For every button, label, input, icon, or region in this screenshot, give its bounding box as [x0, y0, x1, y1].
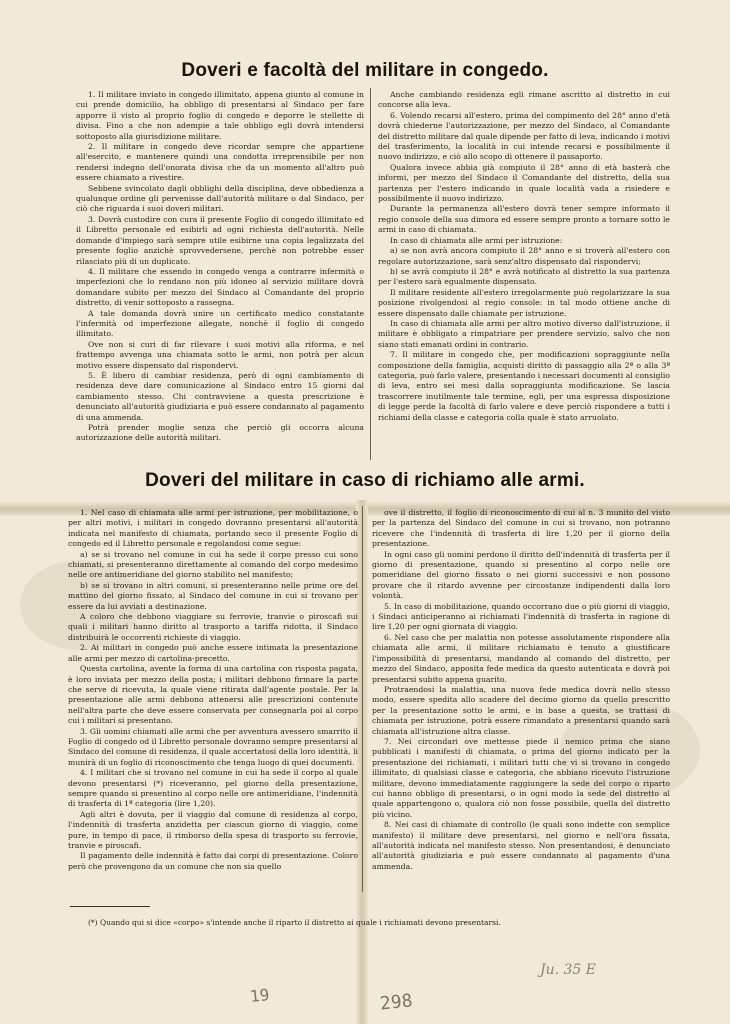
paragraph: Agli altri è dovuta, per il viaggio dal comune di residenza al corpo, l'indennità di trasferta anzidetta per ciascun giorno di viaggio, come pure, in tempo di pace, il rimborso della spesa di trasporto su ferrovie, tranvie e piroscafi. — [68, 809, 358, 850]
paragraph: 2. Ai militari in congedo può anche essere intimata la presentazione alle armi per mezzo di cartolina-precetto. — [68, 643, 358, 663]
paragraph: In caso di chiamata alle armi per istruzione: — [390, 235, 563, 245]
footnote: (*) Quando qui si dice «corpo» s'intende anche il riparto il distretto ai quale i richiamati devono presentarsi. — [88, 918, 501, 927]
paragraph: In ogni caso gli uomini perdono il diritto dell'indennità di trasferta per il giorno di presentazione, quando si presentino al corpo nelle ore pomeridiane del giorno fissato o nei giorni successivi e non possono provare che il ritardo avvenne per circostanze indipendenti dalla loro volontà. — [372, 549, 670, 601]
paragraph: 5. È libero di cambiar residenza, però di ogni cambiamento di residenza deve dare comunicazione al Sindaco entro 15 giorni dal cambiamento stesso. Chi contravviene a questa prescrizione è denunciato all'autorità giudiziaria e può essere condannato al pagamento di una ammenda. — [76, 370, 364, 422]
paragraph: a) se si trovano nel comune in cui ha sede il corpo presso cui sono chiamati, si presenteranno direttamente al comando del corpo medesimo nelle ore antimeridiane del giorno stabilito nel manifesto; — [68, 549, 358, 580]
paragraph: 7. Il militare in congedo che, per modificazioni sopraggiunte nella composizione della famiglia, acquisti diritto di passaggio alla 2ª o alla 3ª categoria, può farlo valere, presentando i necessari documenti al consiglio di leva, entro sei mesi dalla sopraggiunta modificazione. Se lascia trascorrere inutilmente tale termine, egli, per una espressa disposizione di legge perde la facoltà di farlo valere e deve perciò rispondere a tutti i richiami della classe e categoria colla quale è stato arruolato. — [378, 350, 670, 422]
section1-title: Doveri e facoltà del militare in congedo. — [181, 60, 549, 81]
paragraph: 3. Dovrà custodire con cura il presente Foglio di congedo illimitato ed il Libretto personale ed esibirli ad ogni richiesta dell'autorità. Nelle domande d'impiego sarà sempre utile esibirne una copia legalizzata del presente foglio anzichè sprovvedersene, perchè non potrebbe esser rilasciato più di un duplicato. — [76, 214, 364, 266]
paragraph: Sebbene svincolato dagli obblighi della disciplina, deve obbedienza a qualunque ordine gli pervenisse dall'autorità militare o dal Sindaco, per ciò che riguarda i suoi doveri militari. — [76, 183, 364, 214]
section2-left-column — [68, 508, 358, 896]
paragraph: Il pagamento delle indennità è fatto dai corpi di presentazione. Coloro però che provengono da un comune che non sia quello — [68, 851, 358, 871]
section2-title: Doveri del militare in caso di richiamo alle armi. — [145, 470, 585, 491]
paragraph: ove il distretto, il foglio di riconoscimento di cui al n. 3 munito del visto per la partenza del Sindaco del comune in cui si trovano, non potranno ricevere che l'indennità di trasferta di lire 1,20 per il giorno della presentazione. — [372, 508, 670, 549]
paragraph: Potrà prender moglie senza che perciò gli occorra alcuna autorizzazione delle autorità militari. — [76, 423, 364, 443]
paragraph: 1. Il militare inviato in congedo illimitato, appena giunto al comune in cui prende domicilio, ha obbligo di presentarsi al Sindaco per fare apporre il visto al proprio foglio di congedo e deporre le stellette di divisa. Fino a che non adempie a tale obbligo egli dovrà intendersi sottoposto alla giurisdizione militare. — [76, 90, 364, 141]
paragraph: In caso di chiamata alle armi per altro motivo diverso dall'istruzione, il militare è obbligato a rimpatriare per prendere servizio, salvo che non siano stati emanati ordini in contrario. — [378, 318, 670, 349]
paragraph: Ove non si curi di far rilevare i suoi motivi alla riforma, e nel frattempo avvenga una chiamata sotto le armi, non potrà per alcun motivo essere dispensato dal rispondervi. — [76, 339, 364, 370]
paragraph: Anche cambiando residenza egli rimane ascritto al distretto in cui concorse alla leva. — [378, 90, 670, 110]
column-divider — [370, 88, 371, 460]
paragraph: 6. Nel caso che per malattia non potesse assolutamente rispondere alla chiamata alle armi, il militare richiamato è tenuto a giustificare l'impossibilità di presentarsi, mandando al comando del distretto, per mezzo del Sindaco, apposita fede medica da questo autenticata e dovrà poi presentarsi subito appena guarito. — [372, 632, 670, 684]
pencil-mark: 19 — [249, 985, 271, 1006]
footnote-rule — [70, 906, 150, 907]
paragraph: Il militare residente all'estero irregolarmente può regolarizzare la sua posizione rivolgendosi al regio console: in tal modo ottiene anche di essere dispensato dalle chiamate per istruzione. — [378, 287, 670, 318]
pencil-mark: 298 — [378, 990, 414, 1015]
paragraph: A coloro che debbono viaggiare su ferrovie, tranvie o piroscafi sui quali i militari hanno diritto al trasporto a tariffa ridotta, il Sindaco distribuirà le occorrenti richieste di viaggio. — [68, 612, 358, 642]
paragraph: 3. Gli uomini chiamati alle armi che per avventura avessero smarrito il Foglio di congedo od il Libretto personale dovranno sempre presentarsi al Sindaco del comune di residenza, il quale accertatosi della loro identità, li munirà di un foglio di riconoscimento che tenga luogo di quei documenti. — [68, 726, 358, 767]
paragraph: Questa cartolina, avente la forma di una cartolina con risposta pagata, è loro inviata per mezzo della posta; i militari debbono firmare la parte che serve di ricevuta, la quale viene ritirata dall'agente postale. Per la presentazione alle armi debbono attenersi alle prescrizioni contenute nell'altra parte che deve essere conservata per consegnarla poi al corpo cui i militari si presentano. — [68, 664, 358, 726]
column-divider — [362, 506, 363, 892]
paragraph: a) se non avrà ancora compiuto il 28° anno e si troverà all'estero con regolare autorizzazione, sarà senz'altro dispensato dal rispondervi; — [378, 246, 670, 266]
paragraph: 2. Il militare in congedo deve ricordar sempre che appartiene all'esercito, e mantenere quindi una condotta irreprensibile per non rendersi indegno dell'onorata divisa che da un momento all'altro può essere chiamato a rivestire. — [76, 142, 364, 183]
section2-right-column — [372, 508, 670, 896]
paragraph: 8. Nei casi di chiamate di controllo (le quali sono indette con semplice manifesto) il militare deve presentarsi, nel giorno e nell'ora fissata, all'autorità indicata nel manifesto stesso. Non presentandosi, è denunciato all'autorità giudiziaria e può essere condannato al pagamento d'una ammenda. — [372, 820, 670, 871]
handwritten-annotation: Ju. 35 E — [540, 962, 597, 978]
paragraph: b) se avrà compiuto il 28° e avrà notificato al distretto la sua partenza per l'estero sarà egualmente dispensato. — [378, 266, 670, 287]
paragraph: Qualora invece abbia già compiuto il 28° anno di età basterà che informi, per mezzo del Sindaco il Comandante del distretto, della sua partenza per l'estero indicando in quale località vada a risiedere e possibilmente il nuovo indirizzo. — [378, 162, 670, 204]
paragraph: b) se si trovano in altri comuni, si presenteranno nelle prime ore del mattino del giorno fissato, al Sindaco del comune in cui si trovano per essere da lui avviati a destinazione. — [68, 580, 358, 611]
paragraph: 7. Nei circondari ove mettesse piede il nemico prima che siano pubblicati i manifesti di chiamata, o prima del giorno indicato per la presentazione dei richiamati, i militari tutti che vi si trovano in congedo illimitato, di qualsiasi classe e categoria, che abbiano ricevuto l'istruzione militare, devono immediatamente raggiungere la sede del corpo o riparto cui hanno obbligo di presentarsi, o in ogni modo la sede del distretto al quale appartengono o, qualora ciò non fosse possibile, quella del distretto più vicino. — [372, 736, 670, 819]
paragraph: 4. Il militare che essendo in congedo venga a contrarre infermità o imperfezioni che lo rendano non più idoneo al servizio militare dovrà domandare subito per mezzo del Sindaco al Comandante del proprio distretto, di venir sottoposto a rassegna. — [76, 266, 364, 308]
paragraph: Durante la permanenza all'estero dovrà tener sempre informato il regio console della sua dimora ed essere sempre pronto a tornare sotto le armi in caso di chiamata. — [378, 204, 670, 235]
section1-left-column — [76, 90, 364, 452]
paragraph: 5. In caso di mobilitazione, quando occorrano due o più giorni di viaggio, i Sindaci anticiperanno ai richiamati l'indennità di trasferta in ragione di lire 1,20 per ogni giornata di viaggio. — [372, 601, 670, 632]
paragraph: A tale domanda dovrà unire un certificato medico constatante l'infermità od imperfezione allegate, nonchè il foglio di congedo illimitato. — [76, 308, 364, 339]
paragraph: 4. I militari che si trovano nel comune in cui ha sede il corpo al quale devono presentarsi (*) riceveranno, pel giorno della presentazione, sempre quando si presentino al corpo nelle ore antimeridiane, l'indennità di trasferta di 1ª categoria (lire 1,20). — [68, 768, 358, 809]
section1-right-column — [378, 90, 670, 452]
paragraph: 6. Volendo recarsi all'estero, prima del compimento del 28° anno d'età dovrà chiederne l'autorizzazione, per mezzo del Sindaco, al Comandante del distretto militare dal quale dipende per fatto di leva, indicando i motivi del trasferimento, la località in cui intende recarsi e possibilmente il nuovo indirizzo, e ciò allo scopo di ottenere il passaporto. — [378, 110, 670, 162]
paragraph: Protraendosi la malattia, una nuova fede medica dovrà nello stesso modo, essere spedita allo scadere del decimo giorno da quello prescritto per la presentazione sotto le armi, e in base a questa, se trattasi di chiamata per istruzione, potrà essere rimandato a presentarsi quando sarà chiamata all'istruzione altra classe. — [372, 684, 670, 736]
paragraph: 1. Nel caso di chiamata alle armi per istruzione, per mobilitazione, o per altri motivi, i militari in congedo dovranno presentarsi all'autorità indicata nel manifesto di chiamata, portando seco il presente Foglio di congedo ed il Libretto personale e regolandosi come segue: — [68, 508, 358, 549]
